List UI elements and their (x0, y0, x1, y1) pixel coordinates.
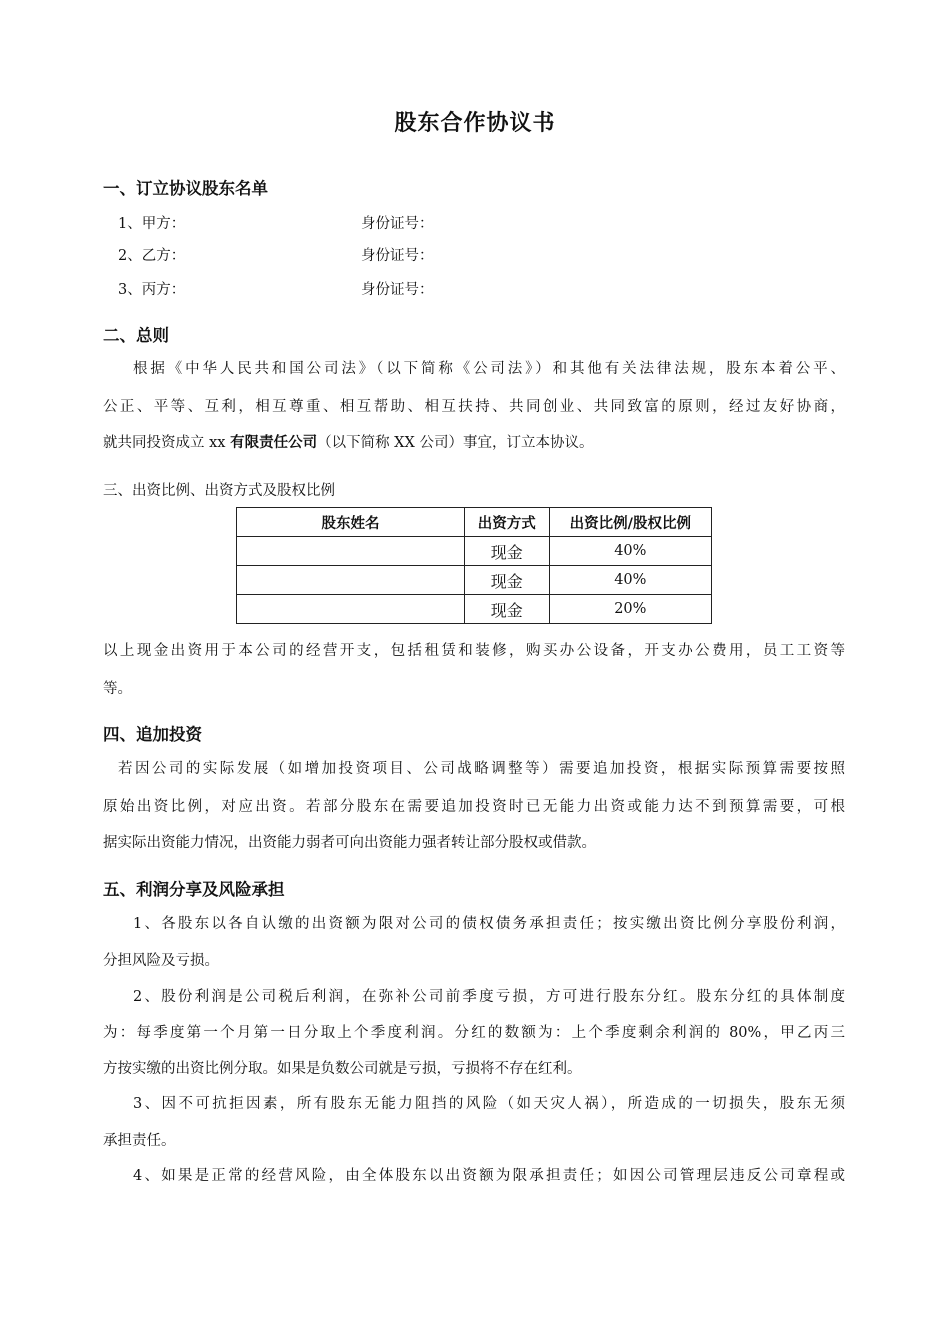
profit-item-2-line-3: 方按实缴的出资比例分取。如果是负数公司就是亏损，亏损将不存在红利。 (103, 1061, 582, 1077)
general-line-3-end: （以下简称 XX 公司）事宜，订立本协议。 (317, 435, 594, 451)
table-header-row (237, 508, 712, 537)
profit-item-3-line-2: 承担责任。 (103, 1133, 176, 1149)
profit-item-2-line-1: 2、股份利润是公司税后利润，在弥补公司前季度亏损，方可进行股东分红。股东分红的具体制度 (133, 989, 845, 1005)
shareholder-table (236, 507, 712, 624)
general-line-3-start: 就共同投资成立 xx (103, 435, 231, 451)
investment-line-1: 若因公司的实际发展（如增加投资项目、公司战略调整等）需要追加投资，根据实际预算需要按照 (118, 761, 845, 777)
general-line-1: 根据《中华人民共和国公司法》（以下简称《公司法》）和其他有关法律法规，股东本着公平、 (133, 361, 845, 377)
party-3-label: 3、丙方： (118, 282, 186, 298)
table-row (237, 566, 712, 595)
cell-method: 现金 (464, 537, 549, 566)
cell-ratio: 40% (549, 537, 711, 566)
profit-item-4-line-1: 4、如果是正常的经营风险，由全体股东以出资额为限承担责任；如因公司管理层违反公司章程或 (133, 1168, 845, 1184)
cash-note-line-2: 等。 (103, 681, 132, 697)
cell-method: 现金 (464, 595, 549, 624)
cell-name (237, 537, 465, 566)
section-4-heading: 四、追加投资 (103, 725, 202, 744)
table-row (237, 537, 712, 566)
party-2-id-label: 身份证号： (361, 248, 434, 264)
section-2-heading: 二、总则 (103, 326, 169, 345)
general-line-3 (103, 431, 593, 452)
col-header-ratio: 出资比例/股权比例 (549, 508, 711, 537)
profit-item-1-line-1: 1、各股东以各自认缴的出资额为限对公司的债权债务承担责任；按实缴出资比例分享股份利润， (133, 916, 845, 932)
document-title: 股东合作协议书 (394, 111, 556, 136)
cell-method: 现金 (464, 566, 549, 595)
table-row (237, 595, 712, 624)
section-5-heading: 五、利润分享及风险承担 (103, 880, 285, 899)
general-line-2: 公正、平等、互利，相互尊重、相互帮助、相互扶持、共同创业、共同致富的原则，经过友好协商， (103, 399, 845, 415)
section-1-heading: 一、订立协议股东名单 (103, 179, 268, 198)
party-2-label: 2、乙方： (118, 248, 186, 264)
section-3-heading: 三、出资比例、出资方式及股权比例 (103, 483, 335, 499)
party-1-id-label: 身份证号： (361, 216, 434, 232)
profit-item-1-line-2: 分担风险及亏损。 (103, 953, 219, 969)
col-header-method: 出资方式 (464, 508, 549, 537)
party-1-label: 1、甲方： (118, 216, 186, 232)
profit-item-2-line-2: 为：每季度第一个月第一日分取上个季度利润。分红的数额为：上个季度剩余利润的 80%，甲乙丙三 (103, 1025, 845, 1041)
cell-ratio: 40% (549, 566, 711, 595)
investment-line-3: 据实际出资能力情况，出资能力弱者可向出资能力强者转让部分股权或借款。 (103, 835, 596, 851)
profit-item-3-line-1: 3、因不可抗拒因素，所有股东无能力阻挡的风险（如天灾人祸），所造成的一切损失，股东无须 (133, 1096, 845, 1112)
cash-note-line-1: 以上现金出资用于本公司的经营开支，包括租赁和装修，购买办公设备，开支办公费用，员工工资等 (103, 643, 845, 659)
cell-name (237, 566, 465, 595)
party-3-id-label: 身份证号： (361, 282, 434, 298)
investment-line-2: 原始出资比例，对应出资。若部分股东在需要追加投资时已无能力出资或能力达不到预算需要，可根 (103, 799, 845, 815)
col-header-name: 股东姓名 (237, 508, 465, 537)
cell-ratio: 20% (549, 595, 711, 624)
company-type-bold: 有限责任公司 (230, 435, 318, 451)
cell-name (237, 595, 465, 624)
